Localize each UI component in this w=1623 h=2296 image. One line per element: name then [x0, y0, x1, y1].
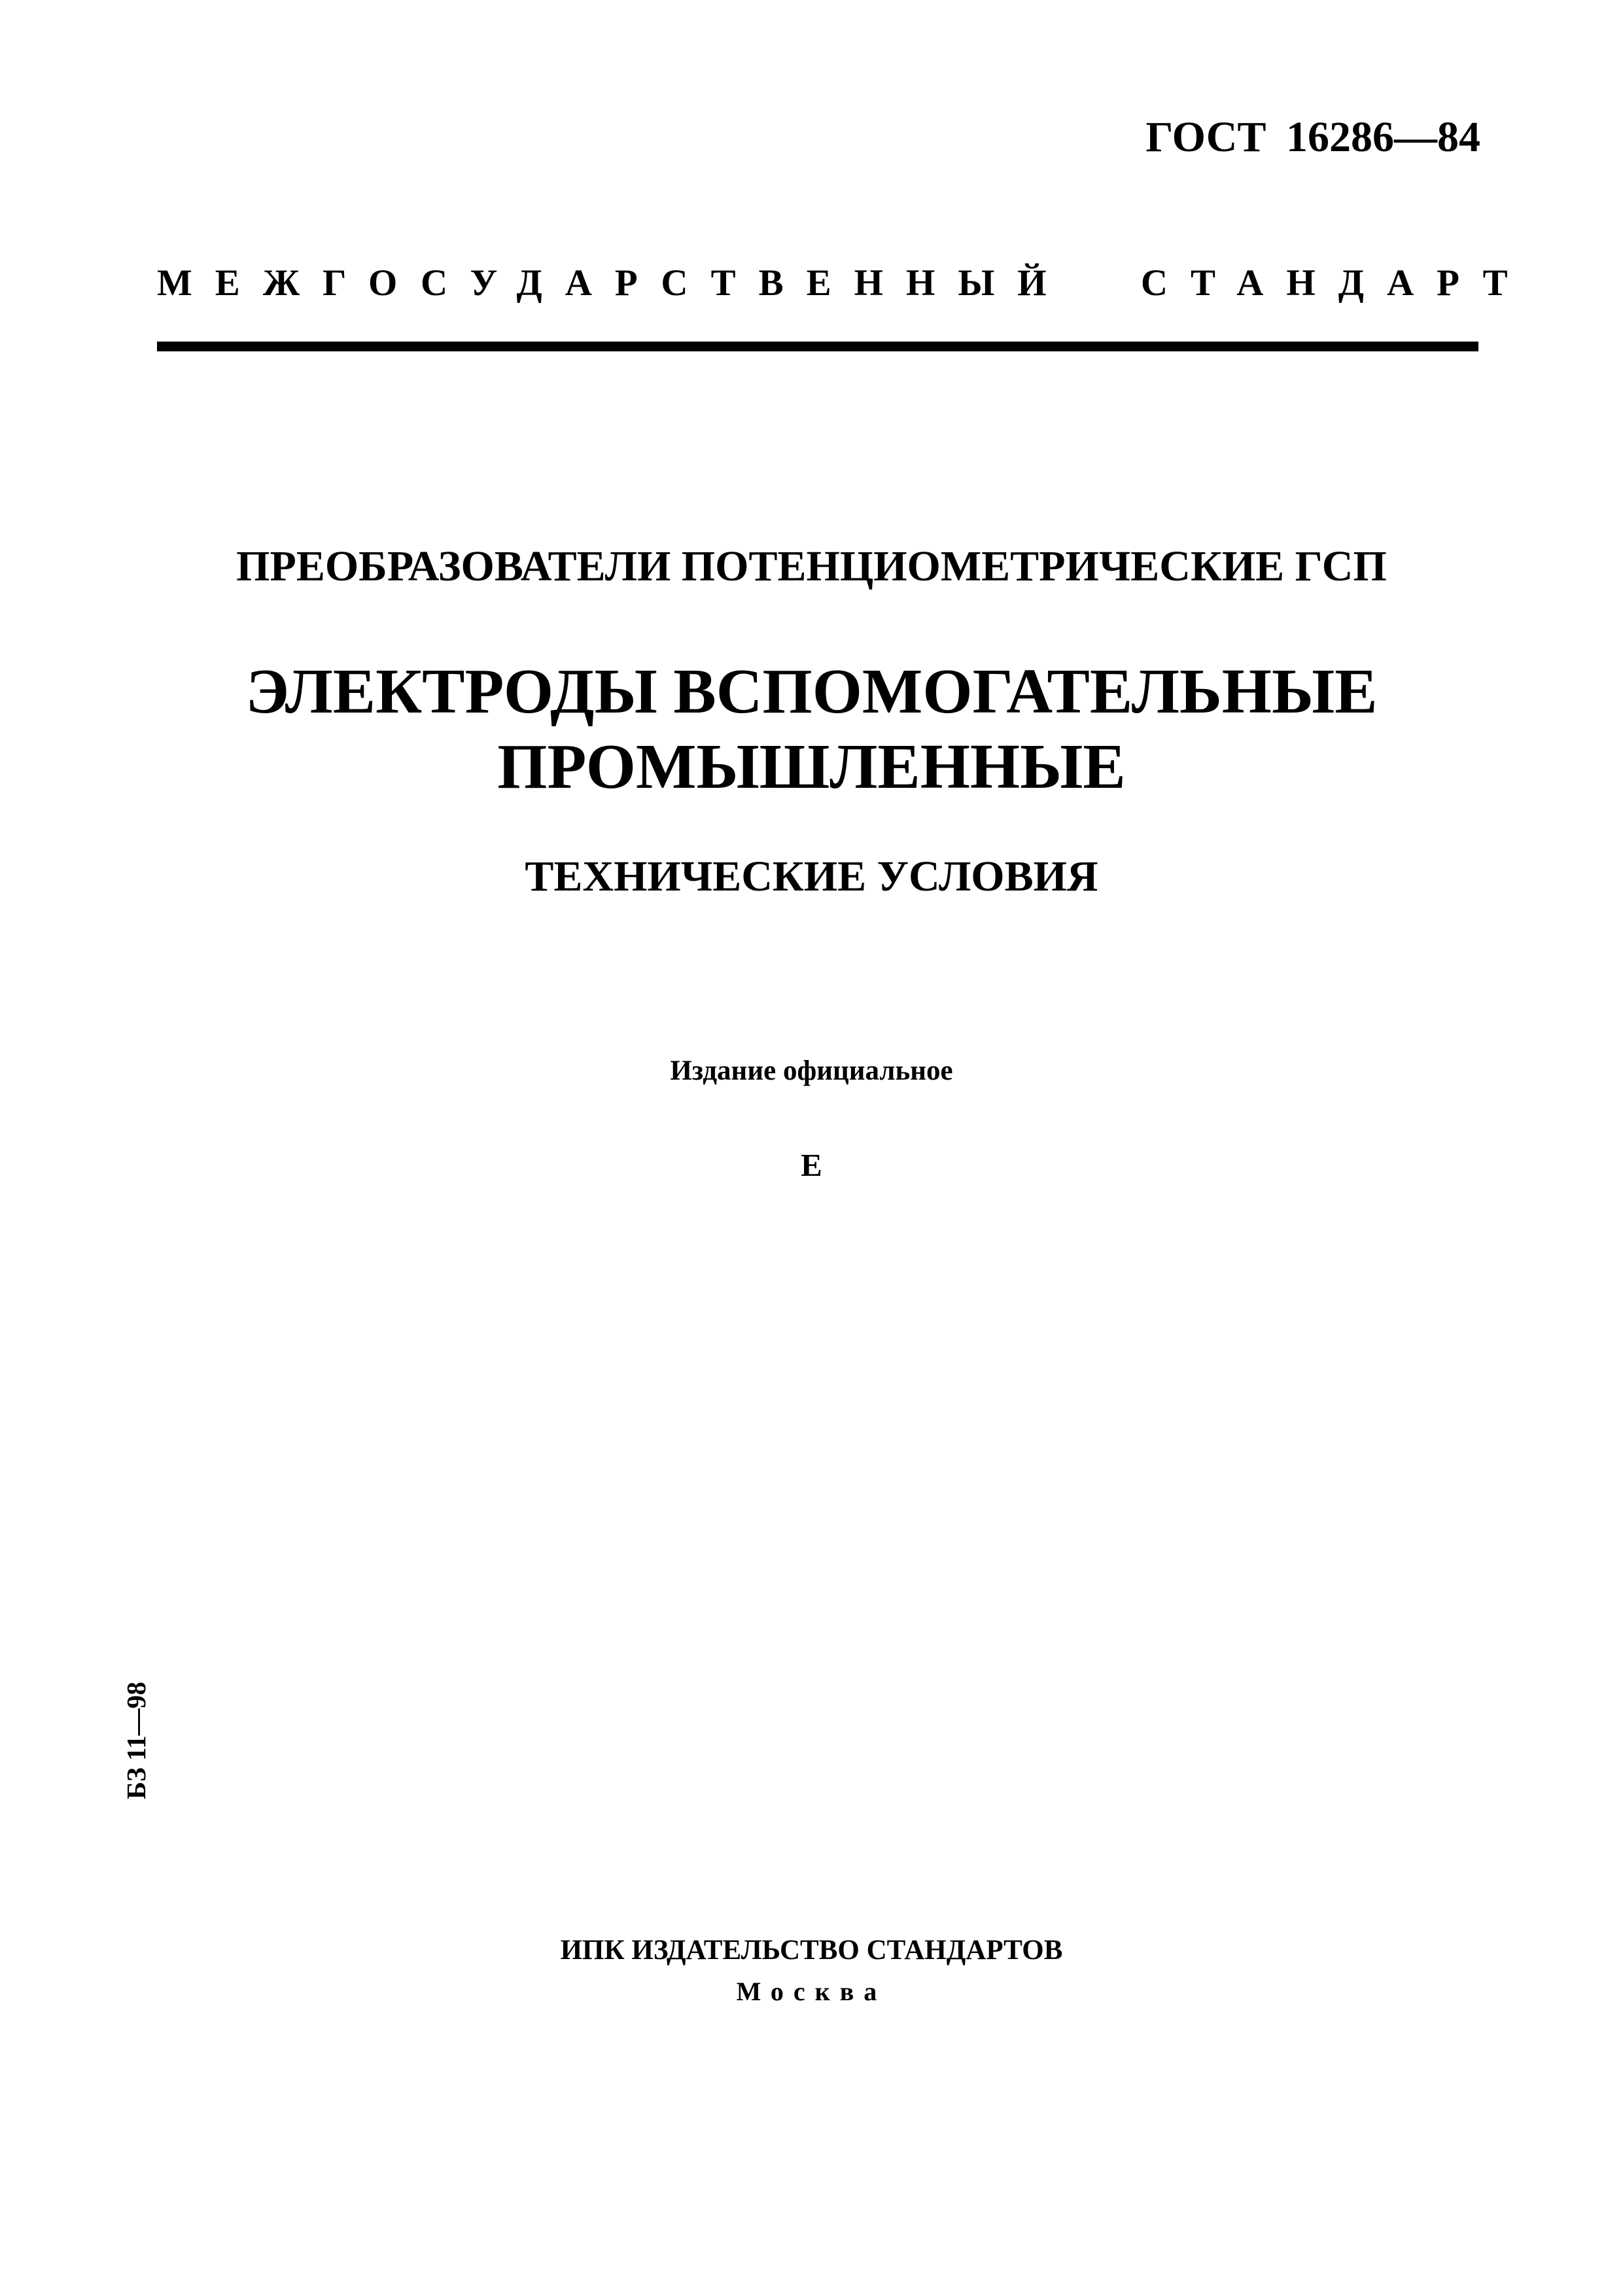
series-title: ПРЕОБРАЗОВАТЕЛИ ПОТЕНЦИОМЕТРИЧЕСКИЕ ГСП: [236, 542, 1387, 590]
publisher-city: Москва: [736, 1977, 887, 2006]
edition-mark: Е: [801, 1147, 822, 1183]
subtitle: ТЕХНИЧЕСКИЕ УСЛОВИЯ: [525, 853, 1098, 900]
main-title-line-2: ПРОМЫШЛЕННЫЕ: [497, 732, 1126, 802]
standard-type-header: МЕЖГОСУДАРСТВЕННЫЙ СТАНДАРТ: [157, 262, 1531, 304]
standard-number: ГОСТ 16286—84: [1145, 113, 1480, 161]
publisher-name: ИПК ИЗДАТЕЛЬСТВО СТАНДАРТОВ: [560, 1935, 1063, 1966]
header-rule: [157, 342, 1478, 351]
edition-label: Издание официальное: [670, 1055, 953, 1086]
side-code: БЗ 11—98: [121, 1682, 151, 1799]
main-title-line-1: ЭЛЕКТРОДЫ ВСПОМОГАТЕЛЬНЫЕ: [245, 656, 1378, 727]
main-title: [0, 654, 1623, 805]
